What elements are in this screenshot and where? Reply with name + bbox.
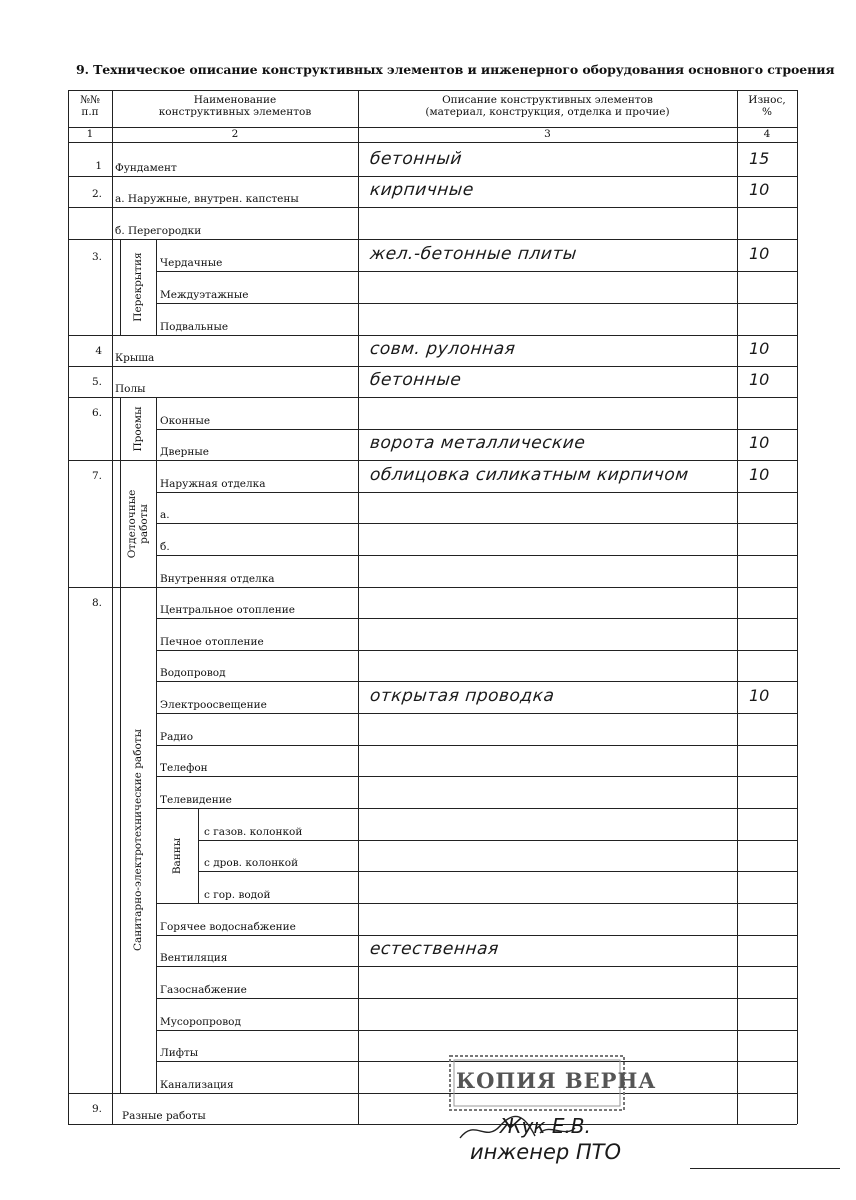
- row-line: [156, 713, 797, 714]
- row-line: [156, 745, 797, 746]
- row-name: Чердачные: [160, 257, 223, 269]
- row-name: а. Наружные, внутрен. капстены: [115, 193, 299, 205]
- row-line: [68, 207, 797, 208]
- row-name: Внутренняя отделка: [160, 573, 275, 585]
- header-colnum-1: 1: [86, 128, 94, 140]
- row-name: а.: [160, 509, 170, 521]
- row-name: Оконные: [160, 415, 211, 427]
- row-line: [68, 239, 797, 240]
- row-number: 4: [95, 345, 102, 357]
- row-line: [156, 429, 797, 430]
- row-number: 8.: [91, 597, 102, 609]
- row-name: Подвальные: [160, 321, 229, 333]
- row-line: [156, 681, 797, 682]
- group-divider: [156, 587, 157, 1093]
- row-description: бетонный: [368, 149, 464, 169]
- col3-divider: [358, 90, 359, 1124]
- row-number: 1: [95, 160, 102, 172]
- row-line: [68, 397, 797, 398]
- row-line: [68, 1124, 797, 1125]
- bath-bottom-line: [156, 903, 198, 904]
- row-line: [198, 840, 797, 841]
- header-description: Описание конструктивных элементов (материал, конструкция, отделка и прочие): [425, 94, 670, 118]
- row-name: Газоснабжение: [160, 984, 247, 996]
- row-name: Печное отопление: [160, 636, 264, 648]
- header-colnum-2: 2: [231, 128, 239, 140]
- row-wear: 10: [749, 465, 770, 484]
- row-line: [198, 871, 797, 872]
- row-name: Телефон: [160, 762, 208, 774]
- table-top-border: [68, 90, 797, 91]
- table-right-border: [797, 90, 798, 1124]
- row-name: Полы: [115, 383, 146, 395]
- row-line: [156, 1030, 797, 1031]
- row-name: с газов. колонкой: [204, 826, 303, 838]
- row-name: Радио: [160, 731, 194, 743]
- group-divider: [120, 587, 121, 1093]
- row-number: 3.: [91, 251, 102, 263]
- row-line: [68, 176, 797, 177]
- row-line: [156, 776, 797, 777]
- row-number: 2.: [91, 188, 102, 200]
- col4-divider: [737, 90, 738, 1124]
- row-number: 5.: [91, 376, 102, 388]
- row-line: [156, 303, 797, 304]
- row-name: б. Перегородки: [115, 225, 202, 237]
- signature-position: инженер ПТО: [470, 1140, 622, 1164]
- row-name: Наружная отделка: [160, 478, 266, 490]
- row-line: [156, 492, 797, 493]
- row-wear: 10: [749, 339, 770, 358]
- group-divider: [120, 239, 121, 335]
- group-label-proemy: Проемы: [132, 406, 144, 451]
- col1-divider: [112, 90, 113, 1124]
- row-name: Мусоропровод: [160, 1016, 241, 1028]
- row-line: [68, 587, 797, 588]
- row-name: Водопровод: [160, 667, 226, 679]
- group-divider: [120, 397, 121, 460]
- row-line: [156, 618, 797, 619]
- row-line: [156, 966, 797, 967]
- group-divider: [156, 460, 157, 587]
- row-name: Канализация: [160, 1079, 234, 1091]
- copy-stamp: [448, 1054, 657, 1112]
- row-line: [68, 366, 797, 367]
- row-wear: 10: [749, 244, 770, 263]
- row-name: Междуэтажные: [160, 289, 249, 301]
- header-colnum-3: 3: [544, 128, 551, 140]
- row-name: Электроосвещение: [160, 699, 267, 711]
- row-description: облицовка силикатным кирпичом: [368, 465, 690, 485]
- row-name: Вентиляция: [160, 952, 228, 964]
- row-line: [68, 460, 797, 461]
- number-row-bottom-line: [68, 142, 797, 143]
- bath-top-line: [156, 808, 198, 809]
- group-label-otdelochnye: Отделочные работы: [126, 489, 150, 558]
- row-line: [68, 335, 797, 336]
- row-description: ворота металлические: [368, 433, 587, 453]
- row-description: естественная: [368, 939, 500, 959]
- row-description: бетонные: [368, 370, 463, 390]
- row-name: Дверные: [160, 446, 209, 458]
- group-divider: [120, 460, 121, 587]
- row-line: [156, 523, 797, 524]
- header-colnum-4: 4: [763, 128, 771, 140]
- group-label-santech: Санитарно-электротехнические работы: [132, 728, 144, 952]
- row-description: открытая проводка: [368, 686, 556, 706]
- stamp-text: КОПИЯ ВЕРНА: [456, 1068, 657, 1093]
- row-name: Фундамент: [115, 162, 177, 174]
- row-line: [156, 935, 797, 936]
- header-name: Наименование конструктивных элементов: [158, 94, 312, 118]
- row-line: [156, 808, 797, 809]
- bath-divider: [198, 808, 199, 903]
- row-line: [156, 903, 797, 904]
- row-number: 6.: [91, 407, 102, 419]
- header-wear: Износ, %: [748, 94, 786, 118]
- row-wear: 10: [749, 686, 770, 705]
- row-line: [68, 1093, 797, 1094]
- row-line: [156, 998, 797, 999]
- row-line: [156, 650, 797, 651]
- row-line: [156, 555, 797, 556]
- group-label-perekrytiya: Перекрытия: [132, 252, 144, 322]
- row-number: 9.: [91, 1103, 102, 1115]
- header-num: №№ п.п: [80, 94, 100, 118]
- row-wear: 10: [749, 433, 770, 452]
- row-wear: 15: [749, 149, 770, 168]
- page-title: 9. Техническое описание конструктивных элементов и инженерного оборудования основного строения: [76, 62, 835, 77]
- row-name: Разные работы: [122, 1110, 206, 1122]
- row-name: Лифты: [160, 1047, 199, 1059]
- group-divider: [156, 239, 157, 335]
- row-description: совм. рулонная: [368, 339, 517, 359]
- row-wear: 10: [749, 180, 770, 199]
- row-name: Горячее водоснабжение: [160, 921, 296, 933]
- group-label-vanny: Ванны: [171, 837, 183, 874]
- row-name: с дров. колонкой: [204, 857, 299, 869]
- row-name: б.: [160, 541, 170, 553]
- row-name: Крыша: [115, 352, 155, 364]
- row-description: кирпичные: [368, 180, 475, 200]
- row-line: [156, 271, 797, 272]
- row-number: 7.: [91, 470, 102, 482]
- row-name: Телевидение: [160, 794, 232, 806]
- row-wear: 10: [749, 370, 770, 389]
- row-description: жел.-бетонные плиты: [368, 244, 578, 264]
- row-name: Центральное отопление: [160, 604, 295, 616]
- signature-line: [690, 1168, 840, 1169]
- row-name: с гор. водой: [204, 889, 271, 901]
- group-divider: [156, 397, 157, 460]
- signature-name: Жук Е.В.: [500, 1114, 591, 1138]
